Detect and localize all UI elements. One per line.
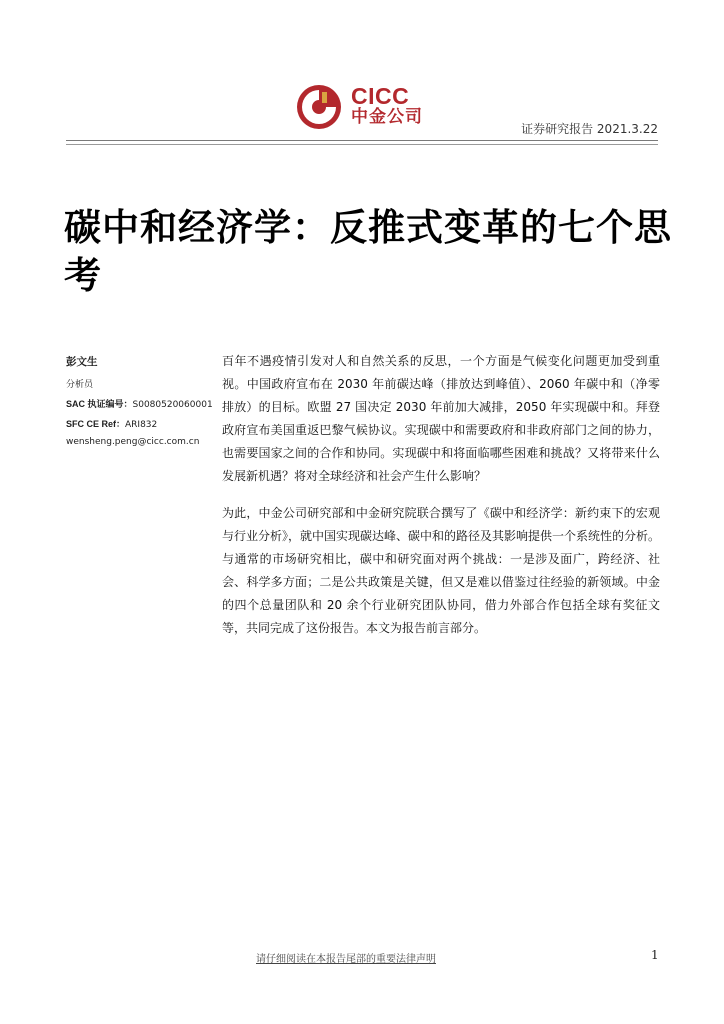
author-email[interactable]: wensheng.peng@cicc.com.cn [66,437,200,447]
sac-value: S0080520060001 [132,400,213,410]
header-divider [66,140,658,141]
page-number: 1 [651,948,659,962]
header-divider-secondary [66,144,658,145]
logo-text-en: CICC [351,83,410,109]
author-info [66,354,216,447]
legal-disclaimer-link[interactable]: 请仔细阅读在本报告尾部的重要法律声明 [256,954,436,965]
sfc-label: SFC CE Ref： [66,419,126,429]
author-role: 分析员 [66,380,94,390]
sac-label: SAC 执证编号： [66,399,133,409]
body-paragraph-2: 为此，中金公司研究部和中金研究院联合撰写了《碳中和经济学：新约束下的宏观与行业分析》，就中国实现碳达峰、碳中和的路径及其影响提供一个系统性的分析。与通常的市场研究相比，碳中和研究面对两个挑战：一是涉及面广，跨经济、社会、科学多方面；二是公共政策是关键，但又是难以借鉴过往经验的新领域。中金的四个总量团队和 20 余个行业研究团队协同，借力外部合作包括全球有奖征文等，共同完成了这份报告。本文为报告前言部分。 [222,506,661,635]
sfc-reference [66,417,216,430]
report-body [222,350,660,654]
cicc-logo [296,84,436,130]
author-name: 彭文生 [66,356,98,368]
report-title: 碳中和经济学：反推式变革的七个思考 [64,206,672,297]
body-paragraph-1: 百年不遇疫情引发对人和自然关系的反思，一个方面是气候变化问题更加受到重视。中国政府宣布在 2030 年前碳达峰（排放达到峰值）、2060 年碳中和（净零排放）的目标。欧盟 27 国决定 2030 年前加大减排，2050 年实现碳中和。拜登政府宣布美国重返巴黎气候协议。实现碳中和需要政府和非政府部门之间的协力，也需要国家之间的合作和协同。实现碳中和将面临哪些困难和挑战？又将带来什么发展新机遇？将对全球经济和社会产生什么影响？ [222,354,660,483]
report-type-date: 证券研究报告 2021.3.22 [521,122,658,136]
sac-certificate [66,397,216,410]
logo-text-cn: 中金公司 [351,107,423,127]
cicc-coin-icon [296,84,342,130]
sfc-value: ARI832 [125,420,158,430]
